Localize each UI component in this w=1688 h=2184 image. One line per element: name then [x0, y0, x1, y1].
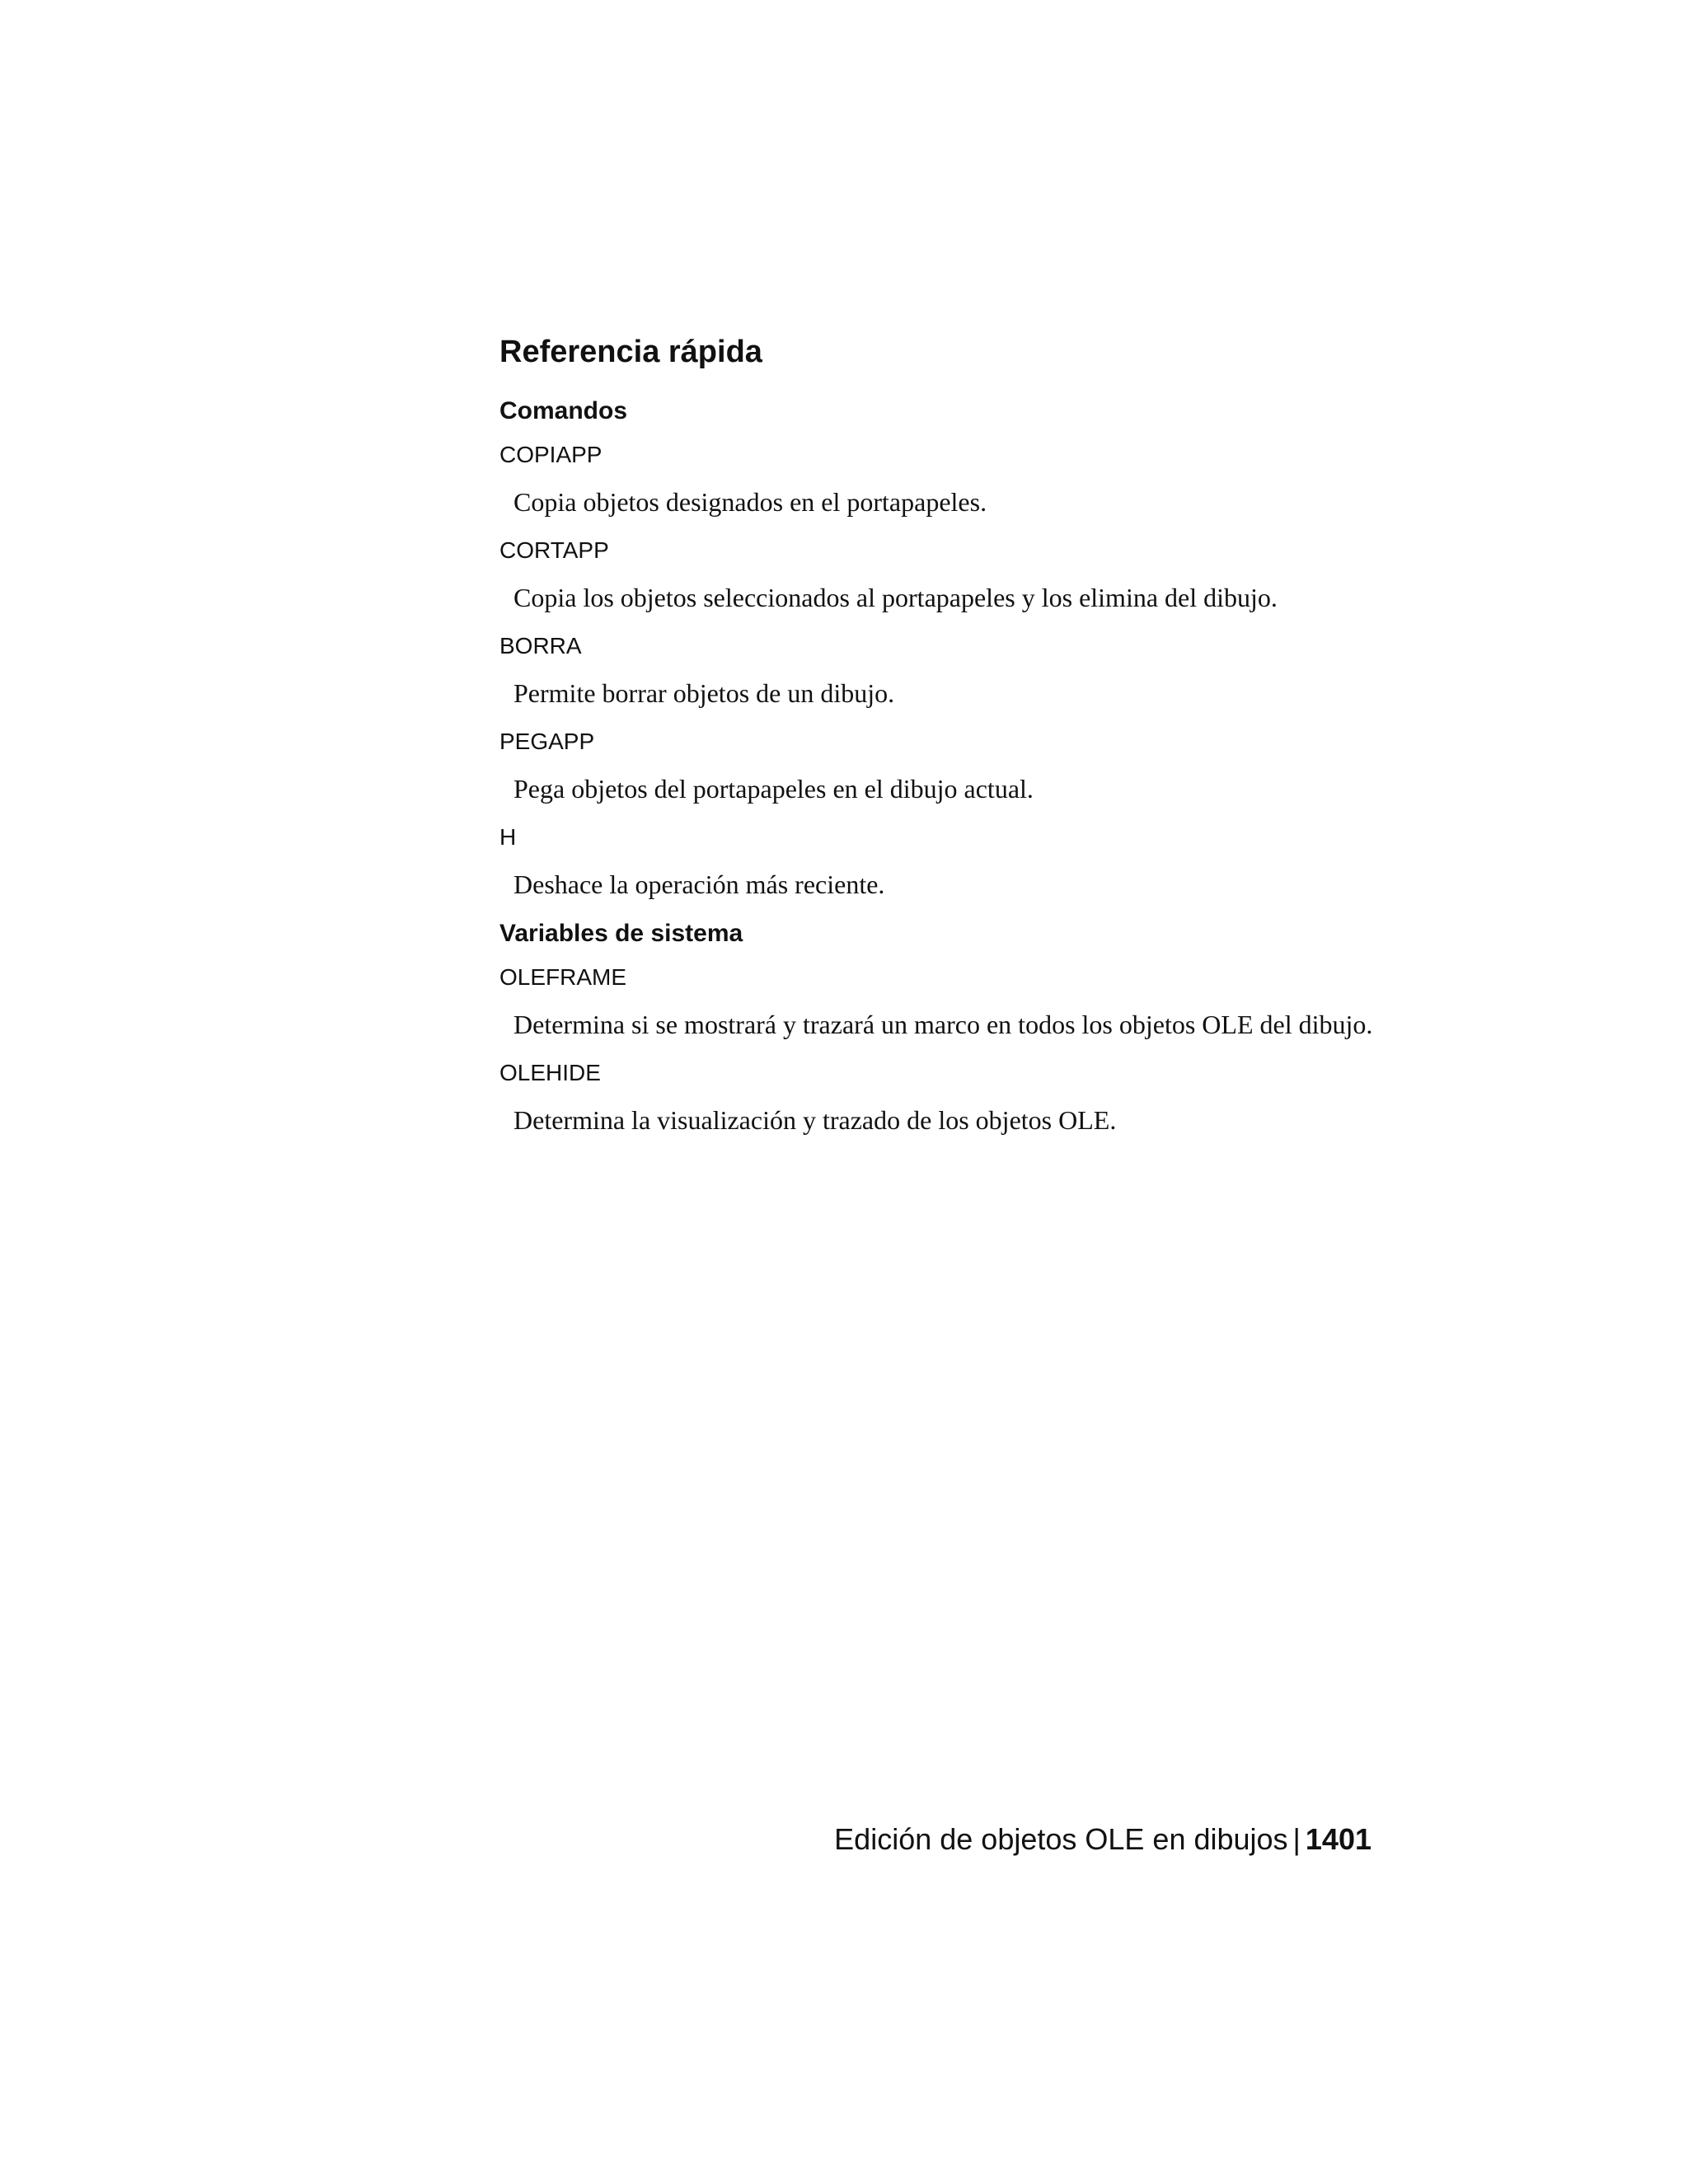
entry-term: H — [499, 823, 517, 850]
entry-term: CORTAPP — [499, 537, 609, 563]
entry-term: OLEHIDE — [499, 1059, 601, 1085]
section-comandos — [499, 396, 1373, 901]
entry-oleframe — [499, 963, 1373, 1041]
entry-description: Permite borrar objetos de un dibujo. — [513, 678, 895, 709]
footer-separator: | — [1292, 1822, 1301, 1856]
entry-cortapp — [499, 537, 1373, 614]
entry-description: Copia objetos designados en el portapapeles. — [513, 487, 987, 518]
entry-term: COPIAPP — [499, 441, 603, 467]
entry-term: BORRA — [499, 632, 582, 658]
entry-h — [499, 823, 1373, 901]
footer-chapter-title: Edición de objetos OLE en dibujos — [834, 1822, 1288, 1856]
entry-description: Deshace la operación más reciente. — [513, 869, 885, 900]
section-variables-de-sistema — [499, 919, 1373, 1137]
page-footer — [834, 1821, 1372, 1857]
entry-description: Pega objetos del portapapeles en el dibujo actual. — [513, 774, 1034, 804]
footer-page-number: 1401 — [1305, 1822, 1372, 1856]
section-heading: Variables de sistema — [499, 919, 743, 947]
entry-description: Copia los objetos seleccionados al portapapeles y los elimina del dibujo. — [513, 583, 1278, 613]
entry-pegapp — [499, 728, 1373, 805]
entry-olehide — [499, 1059, 1373, 1137]
entry-description: Determina si se mostrará y trazará un marco en todos los objetos OLE del dibujo. — [513, 1010, 1373, 1040]
section-heading: Comandos — [499, 396, 628, 424]
entry-term: OLEFRAME — [499, 963, 627, 990]
entry-borra — [499, 632, 1373, 710]
entry-description: Determina la visualización y trazado de los objetos OLE. — [513, 1105, 1117, 1136]
page-title: Referencia rápida — [499, 335, 762, 369]
entry-term: PEGAPP — [499, 728, 595, 754]
page-content — [499, 334, 1373, 1154]
entry-copiapp — [499, 441, 1373, 518]
